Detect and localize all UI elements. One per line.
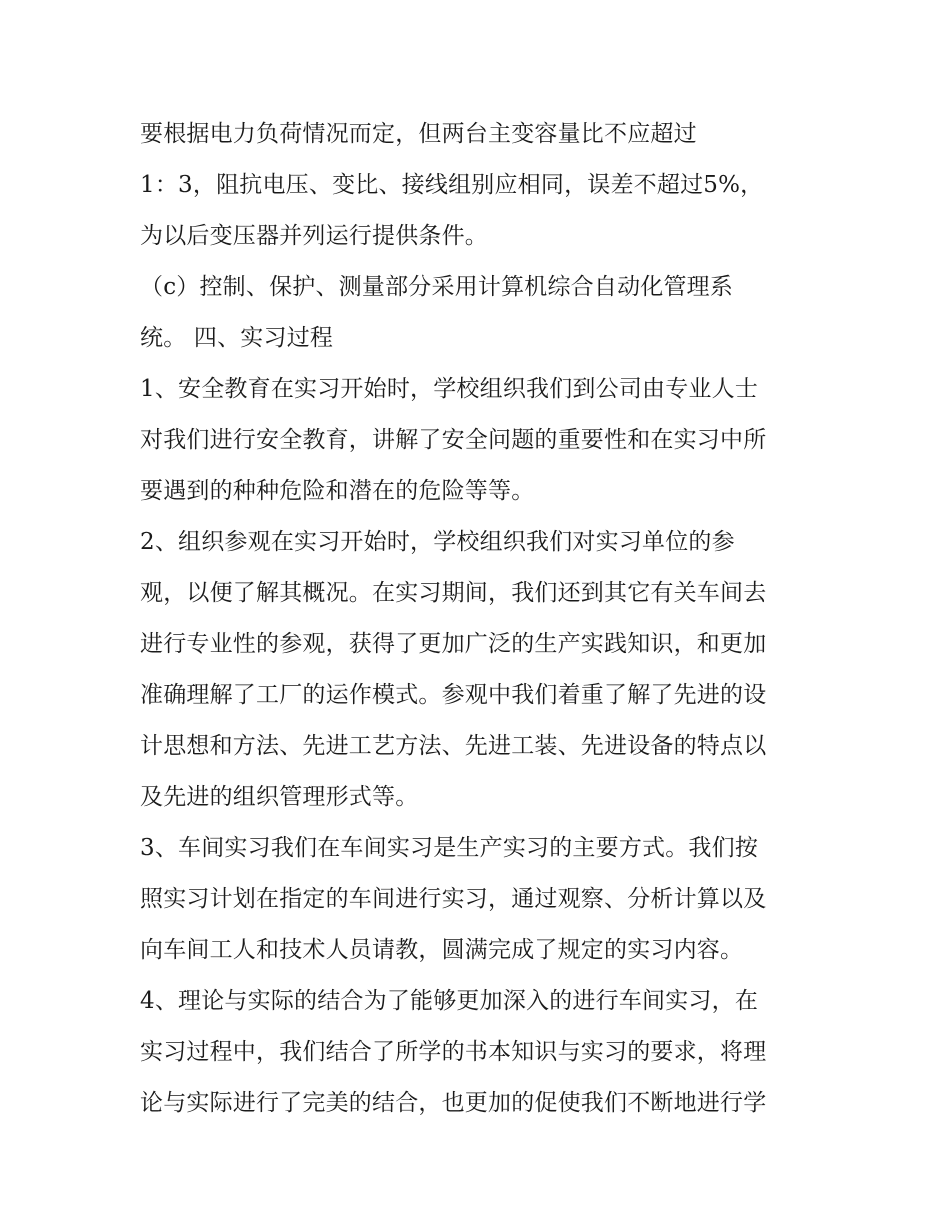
text-line: （c）控制、保护、测量部分采用计算机综合自动化管理系 — [140, 274, 734, 300]
text-line: 3、车间实习我们在车间实习是生产实习的主要方式。我们按 — [140, 835, 759, 861]
text-line: 观，以便了解其概况。在实习期间，我们还到其它有关车间去 — [140, 580, 767, 606]
text-line: 2、组织参观在实习开始时，学校组织我们对实习单位的参 — [140, 529, 735, 555]
text-line: 向车间工人和技术人员请教，圆满完成了规定的实习内容。 — [140, 937, 744, 963]
text-line: 为以后变压器并列运行提供条件。 — [140, 223, 488, 249]
text-line: 进行专业性的参观，获得了更加广泛的生产实践知识，和更加 — [140, 631, 767, 657]
section-heading-line: 统。 四、实习过程 — [140, 325, 334, 351]
body-text — [140, 109, 830, 1129]
text-line: 要根据电力负荷情况而定，但两台主变容量比不应超过 — [140, 121, 697, 147]
text-line: 1、安全教育在实习开始时，学校组织我们到公司由专业人士 — [140, 376, 759, 402]
text-line: 对我们进行安全教育，讲解了安全问题的重要性和在实习中所 — [140, 427, 767, 453]
text-line: 论与实际进行了完美的结合，也更加的促使我们不断地进行学 — [140, 1090, 767, 1116]
text-line: 计思想和方法、先进工艺方法、先进工装、先进设备的特点以 — [140, 733, 767, 759]
text-line: 及先进的组织管理形式等。 — [140, 784, 419, 810]
text-line: 实习过程中，我们结合了所学的书本知识与实习的要求，将理 — [140, 1039, 767, 1065]
text-line: 4、理论与实际的结合为了能够更加深入的进行车间实习，在 — [140, 988, 759, 1014]
text-line: 照实习计划在指定的车间进行实习，通过观察、分析计算以及 — [140, 886, 767, 912]
text-line: 要遇到的种种危险和潜在的危险等等。 — [140, 478, 535, 504]
text-line: 准确理解了工厂的运作模式。参观中我们着重了解了先进的设 — [140, 682, 767, 708]
text-line: 1：3，阻抗电压、变比、接线组别应相同，误差不超过5%， — [140, 172, 764, 198]
